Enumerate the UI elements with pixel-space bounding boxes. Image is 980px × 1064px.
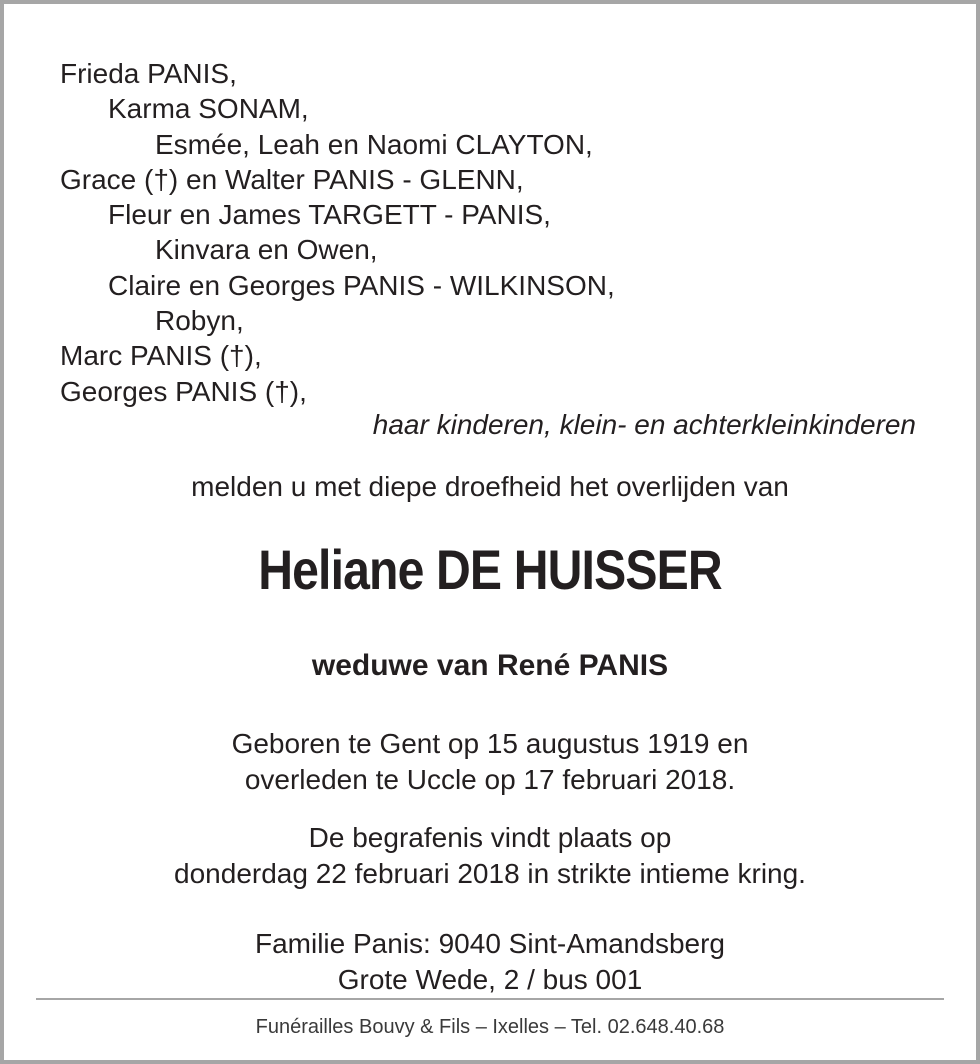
family-list xyxy=(60,56,940,409)
family-line: Esmée, Leah en Naomi CLAYTON, xyxy=(155,128,593,160)
birth-death-info xyxy=(4,726,976,797)
family-line: Grace (†) en Walter PANIS - GLENN, xyxy=(60,163,524,195)
family-line: Marc PANIS (†), xyxy=(60,340,262,372)
death-line: overleden te Uccle op 17 februari 2018. xyxy=(244,763,736,795)
contact-line-1: Familie Panis: 9040 Sint-Amandsberg xyxy=(254,928,725,959)
family-line: Fleur en James TARGETT - PANIS, xyxy=(108,199,551,231)
family-relation: haar kinderen, klein- en achterkleinkinderen xyxy=(372,409,916,440)
family-line: Kinvara en Owen, xyxy=(155,234,378,266)
deceased-name: Heliane DE HUISSER xyxy=(258,538,722,601)
footer-divider xyxy=(36,998,944,1000)
contact-line-2: Grote Wede, 2 / bus 001 xyxy=(337,963,643,995)
funeral-info xyxy=(4,820,976,891)
announcement-text: melden u met diepe droefheid het overlijden van xyxy=(191,471,789,502)
family-line: Robyn, xyxy=(155,305,244,337)
family-line: Frieda PANIS, xyxy=(60,58,237,89)
funeral-line-2: donderdag 22 februari 2018 in strikte intieme kring. xyxy=(174,857,806,889)
family-line: Karma SONAM, xyxy=(108,93,309,125)
funeral-home-footer: Funérailles Bouvy & Fils – Ixelles – Tel. 02.648.40.68 xyxy=(255,1016,725,1038)
family-line: Georges PANIS (†), xyxy=(60,375,307,407)
widow-of: weduwe van René PANIS xyxy=(311,649,669,682)
funeral-line-1: De begrafenis vindt plaats op xyxy=(308,822,672,853)
contact-address xyxy=(4,926,976,997)
family-line: Claire en Georges PANIS - WILKINSON, xyxy=(108,269,615,301)
birth-line: Geboren te Gent op 15 augustus 1919 en xyxy=(231,728,749,759)
